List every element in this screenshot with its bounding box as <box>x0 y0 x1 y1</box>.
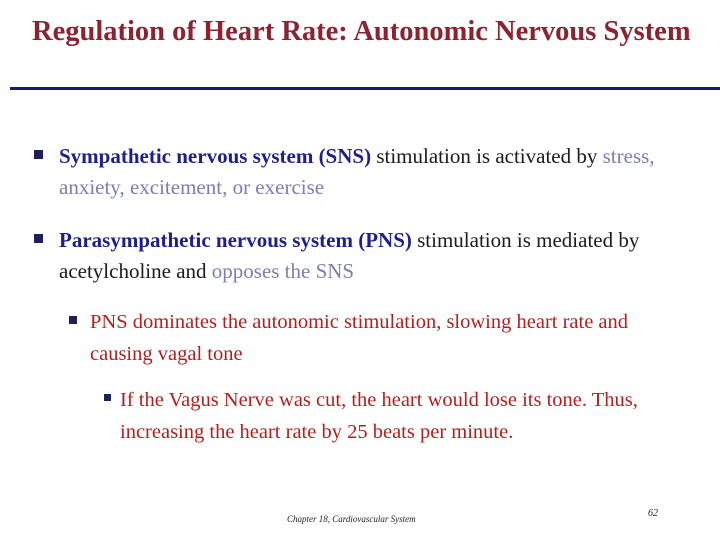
slide-title: Regulation of Heart Rate: Autonomic Nervous System <box>32 16 691 47</box>
square-bullet-icon <box>34 150 43 159</box>
sub-bullet-pns-dominates <box>90 306 690 370</box>
sub-sub-bullet-vagus <box>120 384 710 448</box>
sub-bullet-text: PNS dominates the autonomic stimulation, slowing heart rate and causing vagal tone <box>90 311 629 365</box>
bullet-pns-highlight: opposes the SNS <box>211 259 355 283</box>
bullet-pns-text: stimulation is mediated by acetylcholine and <box>59 228 640 283</box>
bullet-sns <box>59 141 709 203</box>
title-divider <box>10 87 720 90</box>
square-bullet-icon <box>69 316 77 324</box>
square-bullet-icon <box>34 234 43 243</box>
bullet-sns-highlight: stress, anxiety, excitement, or exercise <box>59 144 655 199</box>
bullet-pns-lead: Parasympathetic nervous system (PNS) <box>59 228 412 252</box>
sub-sub-bullet-text: If the Vagus Nerve was cut, the heart would lose its tone. Thus, increasing the heart rate by 25 beats per minute. <box>120 389 638 443</box>
footer-chapter: Chapter 18, Cardiovascular System <box>287 514 416 524</box>
bullet-sns-text: stimulation is activated by <box>371 144 603 168</box>
bullet-sns-lead: Sympathetic nervous system (SNS) <box>59 144 372 168</box>
page-number: 62 <box>648 508 658 519</box>
square-bullet-icon <box>104 394 111 401</box>
bullet-pns <box>59 225 709 287</box>
